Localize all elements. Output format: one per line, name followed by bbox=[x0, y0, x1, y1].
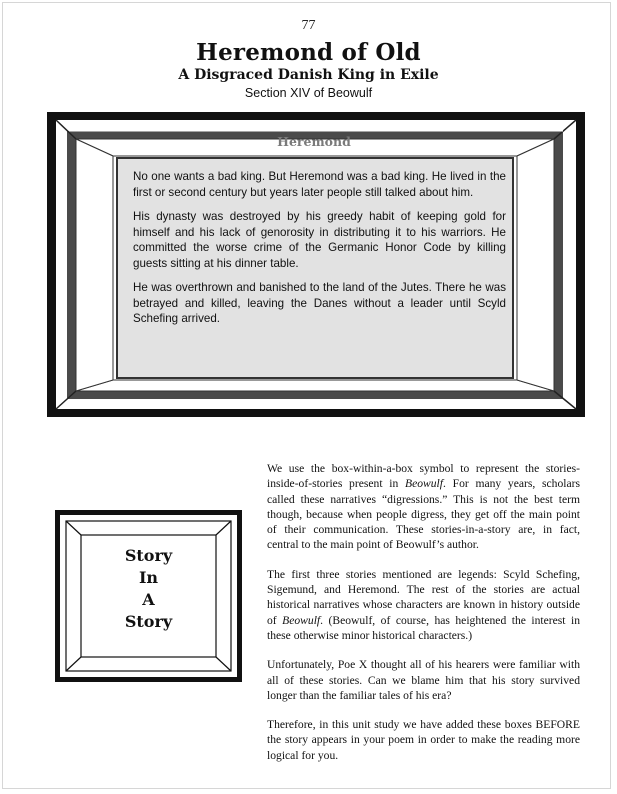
page-title: Heremond of Old bbox=[196, 39, 421, 66]
box-body bbox=[133, 169, 506, 336]
page-number: 77 bbox=[301, 18, 316, 33]
story-label-line: Story bbox=[124, 546, 173, 565]
story-label-line: A bbox=[142, 590, 155, 609]
article-paragraph-4: Therefore, in this unit study we have added these boxes BEFORE the story appears in your poem in order to make the reading more logical for you. bbox=[267, 718, 580, 762]
story-label-line: In bbox=[138, 568, 159, 587]
page-subtitle: A Disgraced Danish King in Exile bbox=[178, 67, 439, 83]
box-paragraph: No one wants a bad king. But Heremond was a bad king. He lived in the first or second century but years later people still talked about him. bbox=[133, 170, 506, 199]
box-paragraph: He was overthrown and banished to the land of the Jutes. There he was betrayed and killed, leaving the Danes without a leader until Scyld Schefing arrived. bbox=[133, 281, 506, 325]
article-paragraph-1: We use the box-within-a-box symbol to represent the stories-inside-of-stories present in Beowulf. For many years, scholars called these narratives “digressions.” This is not the best term though, because when people digress, they get off the main point of their communication. These stories-in-a-story are, in fact, central to the main point of Beowulf’s author. bbox=[267, 462, 580, 552]
box-heading: Heremond bbox=[277, 134, 351, 149]
article-paragraph-2: The first three stories mentioned are legends: Scyld Schefing, Sigemund, and Heremond. The rest of the stories are actual historical narratives whose characters are known in history outside of Beowulf. (Beowulf, of course, has heightened the interest in these otherwise minor historical characters.) bbox=[267, 567, 580, 642]
story-label-line: Story bbox=[124, 612, 173, 631]
story-in-a-story-label bbox=[55, 545, 242, 633]
article-paragraph-3: Unfortunately, Poe X thought all of his hearers were familiar with all of these stories. Can we blame him that his story survived longer than the familiar tales of his era? bbox=[267, 658, 580, 702]
article-text bbox=[267, 461, 580, 777]
box-paragraph: His dynasty was destroyed by his greedy habit of keeping gold for himself and his lack of genorosity in distributing it to his warriors. He committed the worse crime of the Germanic Honor Code by killing guests sitting at his dinner table. bbox=[133, 210, 506, 270]
section-label: Section XIV of Beowulf bbox=[244, 86, 373, 100]
